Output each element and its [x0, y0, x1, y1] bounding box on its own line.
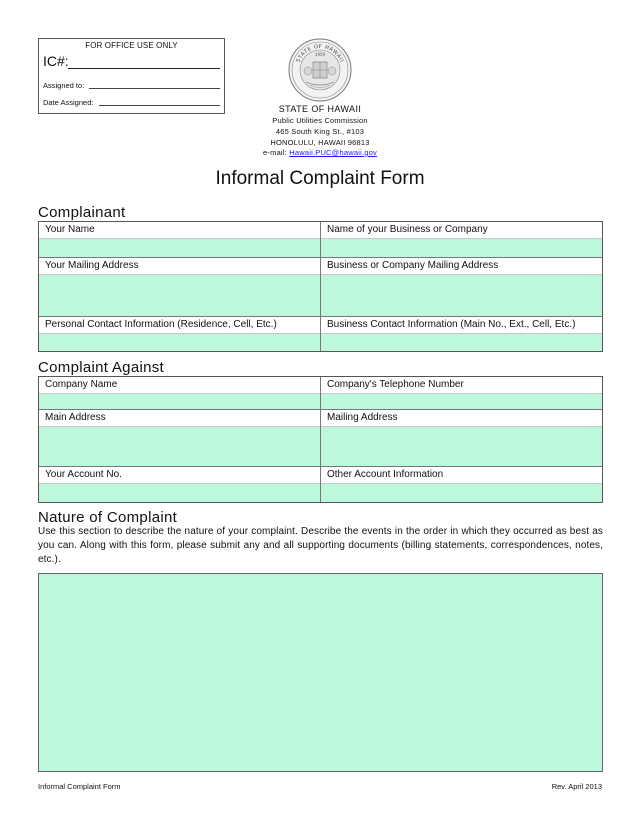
- table-row: [39, 377, 602, 409]
- footer-revision: Rev. April 2013: [551, 782, 602, 791]
- state-name: STATE OF HAWAII: [278, 104, 362, 114]
- email-label: e-mail:: [263, 148, 287, 157]
- email-link[interactable]: Hawaii.PUC@hawaii.gov: [289, 148, 377, 157]
- date-assigned-field[interactable]: [99, 105, 220, 106]
- complaint-against-table: [38, 376, 603, 503]
- date-assigned-label: Date Assigned:: [43, 98, 94, 107]
- complainant-table: [38, 221, 603, 352]
- office-use-title: FOR OFFICE USE ONLY: [85, 41, 178, 50]
- street-address: 465 South King St., #103: [275, 127, 365, 136]
- other-account-info-field[interactable]: [321, 483, 602, 502]
- business-contact-label: Business Contact Information (Main No., Ext., Cell, Etc.): [321, 316, 602, 333]
- business-mailing-address-label: Business or Company Mailing Address: [321, 257, 602, 274]
- main-address-field[interactable]: [39, 426, 320, 466]
- mailing-address-label: Your Mailing Address: [39, 257, 320, 274]
- complainant-heading: Complainant: [38, 204, 126, 221]
- main-address-label: Main Address: [39, 409, 320, 426]
- personal-contact-field[interactable]: [39, 333, 320, 351]
- company-mailing-address-field[interactable]: [321, 426, 602, 466]
- seal-year: 1959: [314, 52, 326, 57]
- assigned-to-field[interactable]: [89, 88, 220, 89]
- nature-heading: Nature of Complaint: [38, 509, 178, 526]
- business-name-field[interactable]: [321, 238, 602, 257]
- ic-number-field[interactable]: [68, 68, 220, 69]
- company-name-field[interactable]: [39, 393, 320, 409]
- city-address: HONOLULU, HAWAII 96813: [270, 138, 370, 147]
- table-row: [39, 257, 602, 316]
- table-row: [39, 409, 602, 466]
- company-mailing-address-label: Mailing Address: [321, 409, 602, 426]
- table-row: [39, 316, 602, 351]
- your-name-label: Your Name: [39, 222, 320, 238]
- table-row: [39, 222, 602, 257]
- email-row: [220, 148, 420, 157]
- complaint-against-heading: Complaint Against: [38, 359, 165, 376]
- footer-form-name: Informal Complaint Form: [38, 782, 121, 791]
- state-seal-icon: [288, 38, 352, 102]
- agency-name: Public Utilities Commission: [272, 116, 368, 125]
- nature-of-complaint-field[interactable]: [38, 573, 603, 772]
- other-account-info-label: Other Account Information: [321, 466, 602, 483]
- nature-description: Use this section to describe the nature of your complaint. Describe the events in the order in which they occurred as best as you can. Along with this form, please submit any and all supporting documents (billing statements, correspondences, notes, etc.).: [38, 526, 603, 565]
- account-number-field[interactable]: [39, 483, 320, 502]
- mailing-address-field[interactable]: [39, 274, 320, 316]
- your-name-field[interactable]: [39, 238, 320, 257]
- office-use-box: [38, 38, 225, 114]
- seal-top-text: STATE OF HAWAII: [295, 43, 345, 64]
- ic-number-label: IC#:: [43, 53, 69, 69]
- account-number-label: Your Account No.: [39, 466, 320, 483]
- table-row: [39, 466, 602, 502]
- assigned-to-label: Assigned to:: [43, 81, 85, 90]
- form-title: Informal Complaint Form: [215, 168, 425, 189]
- company-name-label: Company Name: [39, 377, 320, 393]
- business-name-label: Name of your Business or Company: [321, 222, 602, 238]
- company-telephone-label: Company's Telephone Number: [321, 377, 602, 393]
- business-mailing-address-field[interactable]: [321, 274, 602, 316]
- personal-contact-label: Personal Contact Information (Residence, Cell, Etc.): [39, 316, 320, 333]
- business-contact-field[interactable]: [321, 333, 602, 351]
- company-telephone-field[interactable]: [321, 393, 602, 409]
